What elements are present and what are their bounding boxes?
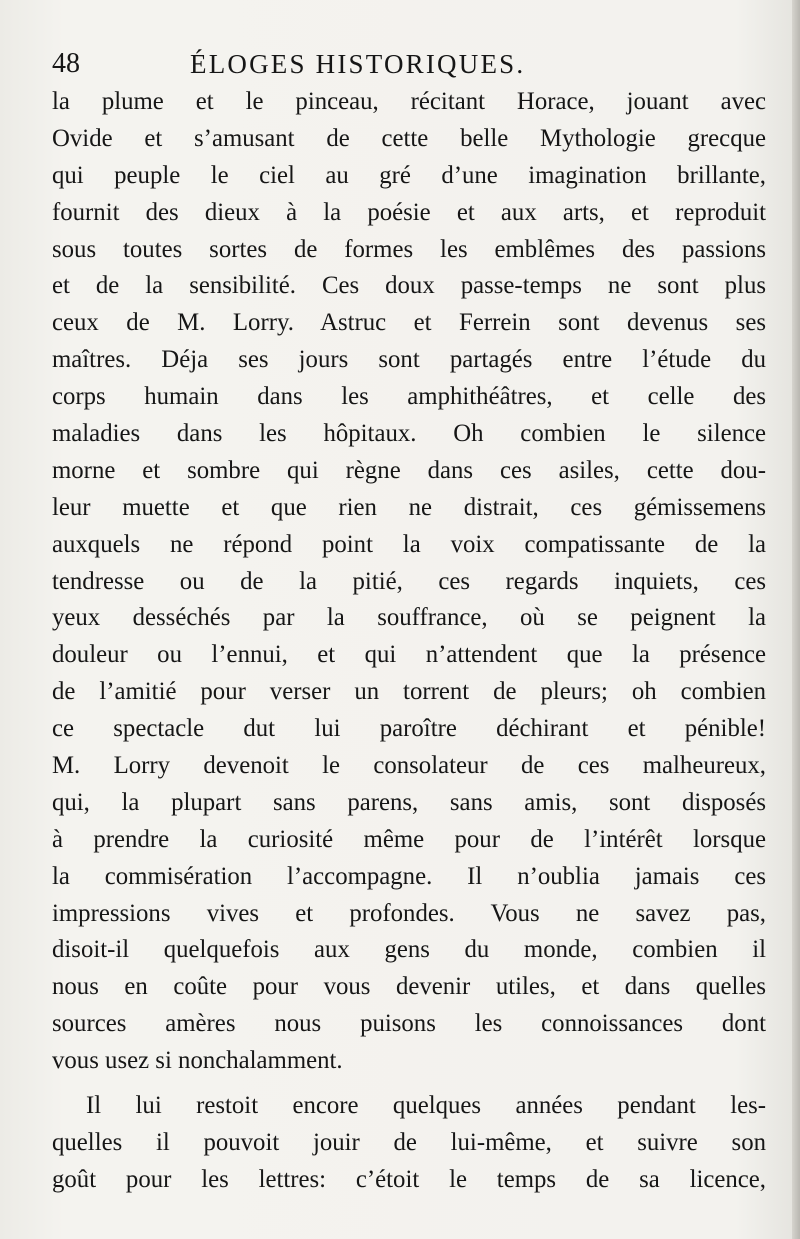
text-line: maîtres. Déja ses jours sont partagés entre l’étude du — [52, 346, 766, 374]
text-line: impressions vives et profondes. Vous ne savez pas, — [52, 899, 766, 927]
text-line: sources amères nous puisons les connoissances dont — [52, 1010, 766, 1038]
text-line: de l’amitié pour verser un torrent de pleurs; oh combien — [52, 678, 766, 706]
text-line: ce spectacle dut lui paroître déchirant et pénible! — [52, 715, 766, 743]
paragraph-1 — [52, 84, 766, 1080]
text-line: et de la sensibilité. Ces doux passe-temps ne sont plus — [52, 272, 766, 300]
text-line: douleur ou l’ennui, et qui n’attendent que la présence — [52, 641, 766, 669]
text-line: sous toutes sortes de formes les emblêmes des passions — [52, 235, 766, 263]
text-line: nous en coûte pour vous devenir utiles, et dans quelles — [52, 973, 766, 1001]
text-line: auxquels ne répond point la voix compatissante de la — [52, 530, 766, 558]
text-line: tendresse ou de la pitié, ces regards inquiets, ces — [52, 567, 766, 595]
text-line: fournit des dieux à la poésie et aux arts, et reproduit — [52, 198, 766, 226]
text-line: Ovide et s’amusant de cette belle Mythologie grecque — [52, 124, 766, 152]
text-line: à prendre la curiosité même pour de l’intérêt lorsque — [52, 825, 766, 853]
text-line: leur muette et que rien ne distrait, ces gémissemens — [52, 493, 766, 521]
running-title: ÉLOGES HISTORIQUES. — [190, 49, 526, 79]
text-line: quelles il pouvoit jouir de lui-même, et suivre son — [52, 1128, 766, 1156]
text-line: qui peuple le ciel au gré d’une imagination brillante, — [52, 161, 766, 189]
page-number: 48 — [52, 48, 80, 79]
text-line: la commisération l’accompagne. Il n’oublia jamais ces — [52, 862, 766, 890]
text-line: morne et sombre qui règne dans ces asiles, cette dou- — [52, 456, 766, 484]
page-header — [52, 44, 764, 84]
text-line: goût pour les lettres: c’étoit le temps de sa licence, — [52, 1165, 766, 1193]
text-line: maladies dans les hôpitaux. Oh combien le silence — [52, 420, 766, 448]
text-line: corps humain dans les amphithéâtres, et celle des — [52, 383, 766, 411]
body-text — [52, 84, 766, 1199]
text-line: Il lui restoit encore quelques années pendant les- — [86, 1092, 766, 1120]
text-line: ceux de M. Lorry. Astruc et Ferrein sont devenus ses — [52, 309, 766, 337]
paragraph-2 — [52, 1088, 766, 1199]
text-line: disoit-il quelquefois aux gens du monde, combien il — [52, 936, 766, 964]
text-line: qui, la plupart sans parens, sans amis, sont disposés — [52, 788, 766, 816]
text-line: yeux desséchés par la souffrance, où se peignent la — [52, 604, 766, 632]
text-line: la plume et le pinceau, récitant Horace, jouant avec — [52, 88, 766, 115]
text-line: vous usez si nonchalamment. — [52, 1047, 343, 1075]
page-gutter-shadow — [792, 0, 800, 1239]
text-line: M. Lorry devenoit le consolateur de ces malheureux, — [52, 752, 766, 780]
